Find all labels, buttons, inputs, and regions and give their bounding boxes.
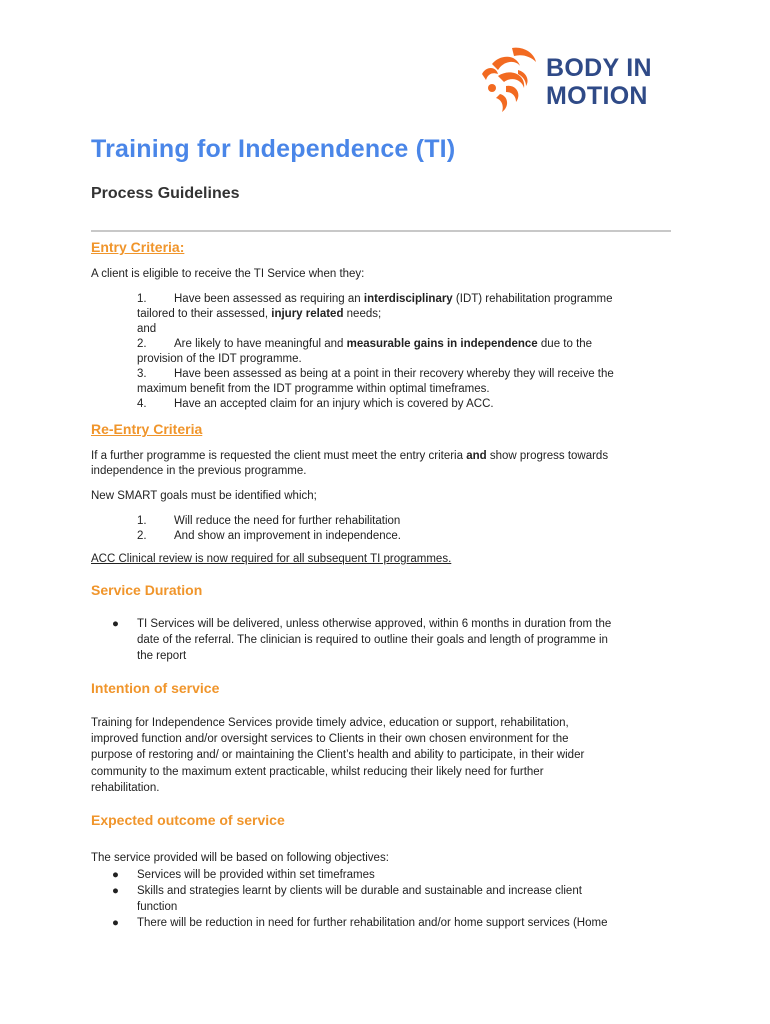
list-item: ● Services will be provided within set timeframes (112, 869, 375, 881)
entry-intro: A client is eligible to receive the TI Service when they: (91, 268, 365, 280)
list-item-continuation: maximum benefit from the IDT programme within optimal timeframes. (137, 383, 490, 395)
page-title: Training for Independence (TI) (91, 135, 456, 163)
page-subtitle: Process Guidelines (91, 185, 240, 202)
logo-line-1: BODY IN (546, 54, 652, 82)
list-item: ● There will be reduction in need for further rehabilitation and/or home support services (Home (112, 917, 608, 929)
list-item-continuation: provision of the IDT programme. (137, 353, 302, 365)
logo-text (546, 54, 652, 110)
list-item: 2. Are likely to have meaningful and measurable gains in independence due to the (137, 338, 593, 350)
list-item: ● TI Services will be delivered, unless otherwise approved, within 6 months in duration from the date of the referral. The clinician is required to outline their goals and length of programme in the report (112, 618, 612, 662)
reentry-paragraph: If a further programme is requested the client must meet the entry criteria and show progress towards independence in the previous programme. (91, 450, 609, 477)
bullet-icon: ● (112, 618, 119, 630)
service-duration-list (110, 616, 680, 664)
expected-outcome-heading: Expected outcome of service (91, 812, 285, 828)
bullet-icon: ● (112, 869, 119, 881)
divider (91, 230, 671, 232)
entry-criteria-list (137, 292, 677, 412)
list-item: 2. And show an improvement in independence. (137, 530, 401, 542)
list-item: 4. Have an accepted claim for an injury which is covered by ACC. (137, 398, 494, 410)
outcome-intro: The service provided will be based on following objectives: (91, 852, 389, 864)
body-in-motion-logo (478, 44, 678, 116)
bullet-icon: ● (112, 885, 119, 897)
logo-mark-icon (478, 44, 542, 116)
outcome-list (110, 867, 680, 931)
logo-line-2: MOTION (546, 82, 648, 110)
reentry-note: ACC Clinical review is now required for all subsequent TI programmes. (91, 553, 452, 565)
reentry-list (137, 514, 401, 544)
bullet-icon: ● (112, 917, 119, 929)
list-connector: and (137, 323, 157, 335)
list-item: 1. Have been assessed as requiring an interdisciplinary (IDT) rehabilitation programme (137, 293, 613, 305)
entry-criteria-heading: Entry Criteria: (91, 239, 185, 255)
reentry-smart-intro: New SMART goals must be identified which; (91, 490, 317, 502)
intention-paragraph: Training for Independence Services provide timely advice, education or support, rehabilitation, improved function and/or oversight services to Clients in their own chosen environment for the purpose of restoring and/ or maintaining the Client’s health and ability to participate, in their wider community to the maximum extent practicable, whilst reducing their likely need for further rehabilitation. (91, 717, 585, 794)
intention-heading: Intention of service (91, 680, 220, 696)
reentry-criteria-heading: Re-Entry Criteria (91, 421, 203, 437)
list-item: 3. Have been assessed as being at a point in their recovery whereby they will receive the (137, 368, 614, 380)
list-item: ● Skills and strategies learnt by clients will be durable and sustainable and increase client function (112, 885, 582, 913)
list-item-continuation: tailored to their assessed, injury related needs; (137, 308, 382, 320)
list-item: 1. Will reduce the need for further rehabilitation (137, 515, 401, 527)
service-duration-heading: Service Duration (91, 582, 203, 598)
